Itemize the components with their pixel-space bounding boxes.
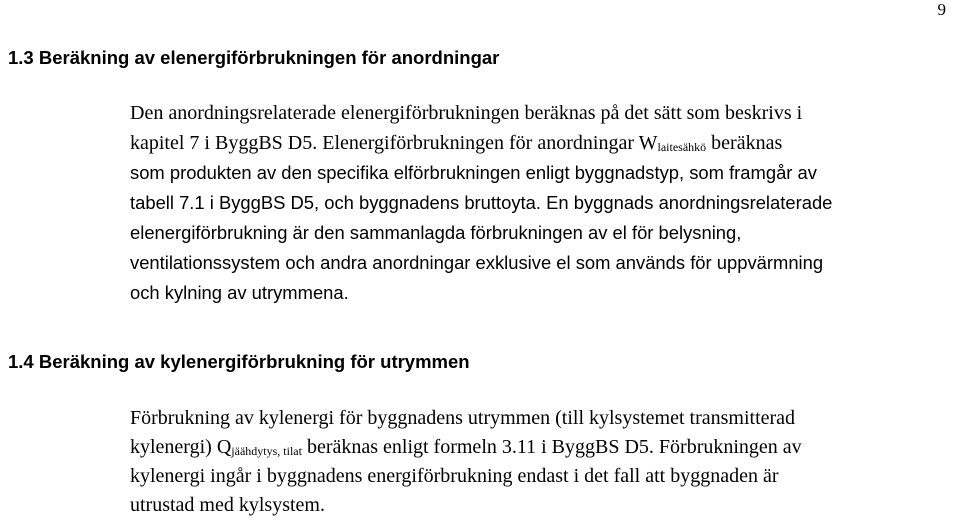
paragraph-line <box>130 188 945 218</box>
paragraph-line: elenergiförbrukning är den sammanlagda förbrukningen av el för belysning, <box>130 222 742 243</box>
line-text: beräknas enligt formeln 3.11 i ByggBS D5. Förbrukningen av <box>301 436 802 458</box>
subscript: laitesähkö <box>657 140 707 154</box>
paragraph-line: Den anordningsrelaterade elenergiförbrukningen beräknas på det sätt som beskrivs i <box>130 102 803 124</box>
line-text: En byggnads anordningsrelaterade <box>541 192 833 213</box>
section-heading-1-3: 1.3 Beräkning av elenergiförbrukningen för anordningar <box>8 47 500 68</box>
page-number: 9 <box>937 0 946 19</box>
paragraph-line: Förbrukning av kylenergi för byggnadens utrymmen (till kylsystemet transmitterad <box>130 407 796 429</box>
paragraph-line: kylenergi ingår i byggnadens energiförbrukning endast i det fall att byggnaden är <box>130 465 779 487</box>
paragraph-line: ventilationssystem och andra anordningar exklusive el som används för uppvärmning <box>130 252 824 273</box>
paragraph-line: utrustad med kylsystem. <box>130 494 325 516</box>
line-text: kylenergi) Q <box>130 436 232 458</box>
section-1-4-paragraph <box>130 404 945 520</box>
line-text: tabell 7.1 i ByggBS D5, och byggnadens bruttoyta. <box>130 192 541 213</box>
section-1-3-paragraph <box>130 98 945 308</box>
paragraph-line: som produkten av den specifika elförbrukningen enligt byggnadstyp, som framgår av <box>130 162 817 183</box>
paragraph-line <box>130 433 945 462</box>
paragraph-line <box>130 128 945 158</box>
line-text: beräknas <box>706 132 783 154</box>
line-text: kapitel 7 i ByggBS D5. Elenergiförbrukningen för anordningar W <box>130 132 658 154</box>
paragraph-line: och kylning av utrymmena. <box>130 282 349 303</box>
section-heading-1-4: 1.4 Beräkning av kylenergiförbrukning för utrymmen <box>8 351 470 372</box>
subscript: jäähdytys, tilat <box>231 444 302 458</box>
